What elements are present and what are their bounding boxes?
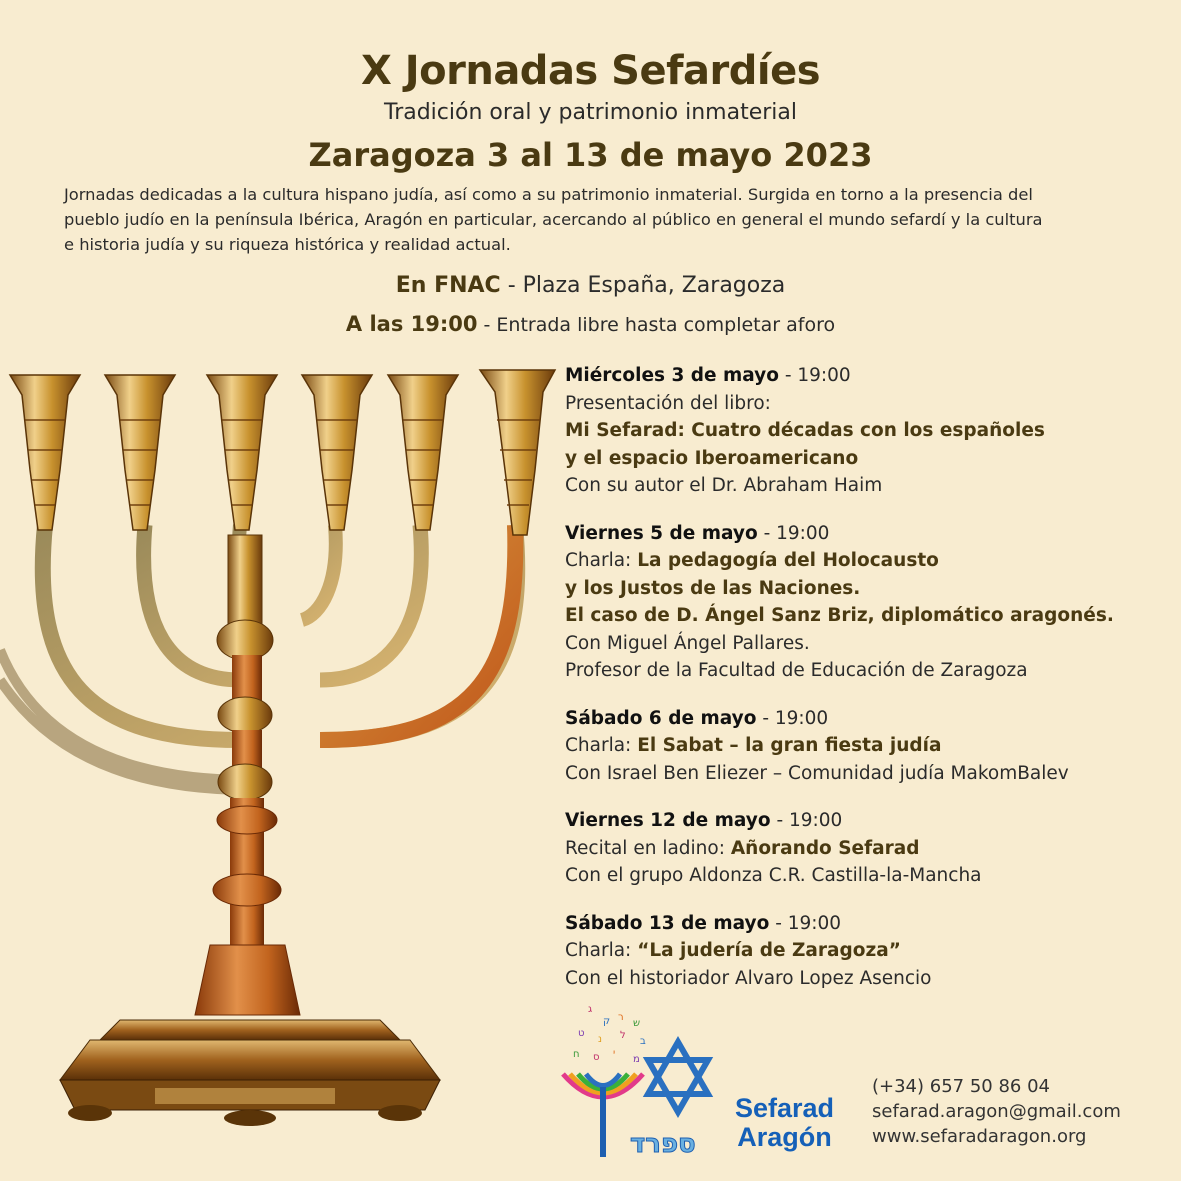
- svg-text:נ: נ: [598, 1034, 603, 1045]
- event-detail-line: [565, 445, 1165, 473]
- event-topic: El caso de D. Ángel Sanz Briz, diplomático aragonés.: [565, 605, 1114, 626]
- contact-block: [872, 1074, 1121, 1149]
- svg-text:ק: ק: [603, 1016, 611, 1027]
- event-time: - 19:00: [769, 912, 842, 934]
- event-topic: La pedagogía del Holocausto: [637, 550, 939, 571]
- event-heading: [565, 362, 1165, 390]
- event-detail-line: [565, 630, 1165, 658]
- event-detail-text: Presentación del libro:: [565, 392, 771, 414]
- event-time: - 19:00: [757, 522, 830, 544]
- sefarad-logo-icon: [548, 1002, 728, 1162]
- schedule-event: [565, 705, 1165, 788]
- svg-text:ס: ס: [593, 1052, 600, 1063]
- schedule-event: [565, 910, 1165, 993]
- event-day: Sábado 6 de mayo: [565, 707, 757, 729]
- intro-line: e historia judía y su riqueza histórica y realidad actual.: [64, 235, 511, 254]
- event-topic: Mi Sefarad: Cuatro décadas con los españoles: [565, 420, 1045, 441]
- schedule-event: [565, 807, 1165, 890]
- event-topic: El Sabat – la gran fiesta judía: [637, 735, 942, 756]
- event-detail-line: [565, 862, 1165, 890]
- event-detail-text: Con el grupo Aldonza C.R. Castilla-la-Mancha: [565, 865, 982, 886]
- svg-text:י: י: [613, 1048, 616, 1059]
- event-heading: [565, 520, 1165, 548]
- event-detail-text: Con Israel Ben Eliezer – Comunidad judía MakomBalev: [565, 762, 1069, 784]
- event-heading: [565, 705, 1165, 733]
- intro-line: Jornadas dedicadas a la cultura hispano judía, así como a su patrimonio inmaterial. Surgida en torno a la presencia del: [64, 185, 1033, 204]
- event-detail-line: [565, 760, 1165, 788]
- event-time: - 19:00: [770, 810, 843, 831]
- phone-number: (+34) 657 50 86 04: [872, 1076, 1050, 1097]
- event-detail-text: Charla:: [565, 735, 638, 756]
- venue-name: En FNAC: [395, 273, 501, 298]
- event-detail-line: [565, 417, 1165, 445]
- time-line: [0, 312, 1181, 336]
- svg-text:מ: מ: [633, 1054, 640, 1065]
- event-detail-line: [565, 835, 1165, 863]
- event-detail-line: [565, 390, 1165, 418]
- email-address[interactable]: sefarad.aragon@gmail.com: [872, 1101, 1121, 1122]
- event-topic: y el espacio Iberoamericano: [565, 447, 859, 469]
- event-day: Miércoles 3 de mayo: [565, 365, 779, 386]
- event-day: Viernes 5 de mayo: [565, 522, 758, 544]
- event-topic: “La judería de Zaragoza”: [637, 940, 901, 961]
- event-heading: [565, 807, 1165, 835]
- event-detail-line: [565, 547, 1165, 575]
- schedule-event: [565, 362, 1165, 500]
- event-day: Sábado 13 de mayo: [565, 912, 770, 934]
- svg-text:ר: ר: [618, 1012, 624, 1023]
- svg-text:ב: ב: [640, 1036, 646, 1047]
- svg-text:ח: ח: [573, 1049, 580, 1060]
- event-detail-line: [565, 732, 1165, 760]
- event-time: - 19:00: [778, 365, 851, 386]
- event-detail-line: [565, 657, 1165, 685]
- event-detail-text: Charla:: [565, 940, 638, 961]
- event-subtitle: Tradición oral y patrimonio inmaterial: [383, 100, 798, 125]
- venue-line: [0, 273, 1181, 298]
- website-link[interactable]: www.sefaradaragon.org: [872, 1126, 1087, 1147]
- svg-text:ל: ל: [620, 1030, 626, 1041]
- event-detail-line: [565, 472, 1165, 500]
- event-topic: Añorando Sefarad: [730, 837, 920, 859]
- event-detail-text: Recital en ladino:: [565, 837, 731, 859]
- event-heading: [565, 910, 1165, 938]
- event-detail-text: Con Miguel Ángel Pallares.: [565, 632, 810, 654]
- event-time: - 19:00: [756, 707, 829, 729]
- event-dates: Zaragoza 3 al 13 de mayo 2023: [308, 136, 873, 174]
- event-detail-line: [565, 602, 1165, 630]
- event-title: X Jornadas Sefardíes: [360, 48, 821, 94]
- admission-note: - Entrada libre hasta completar aforo: [477, 314, 836, 336]
- start-time: A las 19:00: [345, 312, 478, 336]
- svg-text:ט: ט: [578, 1028, 585, 1039]
- event-detail-line: [565, 575, 1165, 603]
- event-detail-text: Con su autor el Dr. Abraham Haim: [565, 475, 883, 496]
- menorah-image: [0, 350, 560, 1130]
- intro-line: pueblo judío en la península Ibérica, Aragón en particular, acercando al público en general el mundo sefardí y la cultura: [64, 210, 1043, 229]
- svg-text:ספרד: ספרד: [630, 1129, 696, 1159]
- event-detail-line: [565, 937, 1165, 965]
- event-detail-line: [565, 965, 1165, 993]
- brand-line: Sefarad: [735, 1093, 835, 1123]
- event-detail-text: Con el historiador Alvaro Lopez Asencio: [565, 967, 932, 989]
- venue-address: - Plaza España, Zaragoza: [500, 273, 786, 298]
- event-day: Viernes 12 de mayo: [565, 810, 771, 831]
- event-detail-text: Charla:: [565, 550, 638, 571]
- event-detail-text: Profesor de la Facultad de Educación de Zaragoza: [565, 660, 1028, 681]
- schedule-event: [565, 520, 1165, 685]
- event-topic: y los Justos de las Naciones.: [565, 577, 861, 599]
- svg-text:ג: ג: [588, 1004, 593, 1015]
- brand-name: [735, 1094, 834, 1152]
- svg-text:ש: ש: [633, 1018, 641, 1029]
- brand-line: Aragón: [737, 1122, 832, 1152]
- event-schedule: [565, 362, 1165, 1012]
- intro-paragraph: [64, 182, 1124, 257]
